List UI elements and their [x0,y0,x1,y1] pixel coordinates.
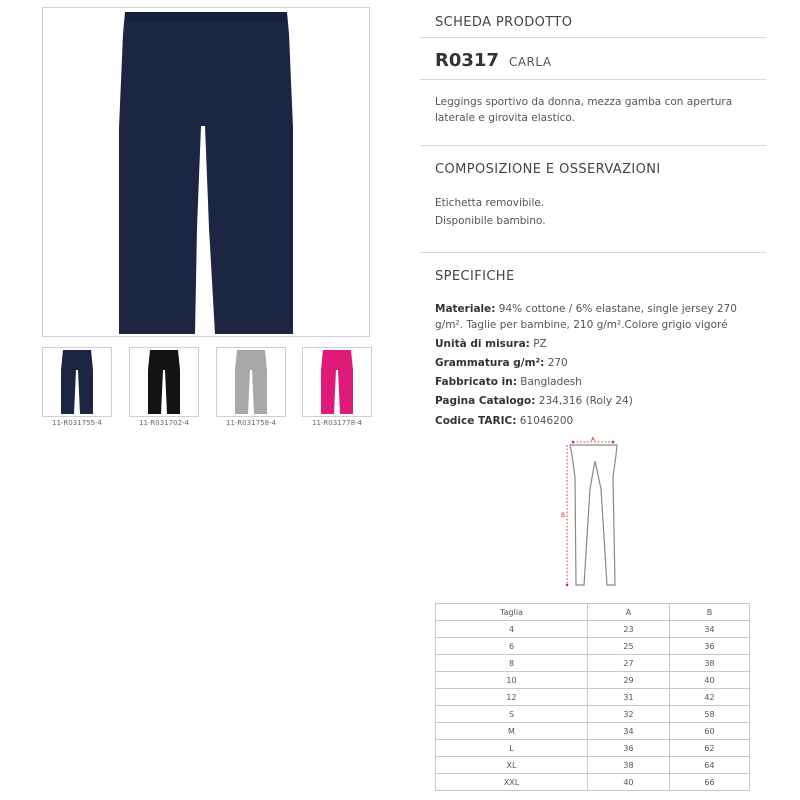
spec-label: Pagina Catalogo: [435,395,536,407]
diagram-label-b: B [560,512,566,519]
main-product-image[interactable] [42,7,370,337]
measure-a-cell: 34 [588,723,670,740]
leggings-main-illustration [43,8,369,336]
size-cell: S [436,706,588,723]
spec-taric [435,412,573,431]
size-cell: 10 [436,672,588,689]
measure-b-cell: 42 [670,689,750,706]
table-row [436,621,750,638]
spec-label: Unità di misura: [435,338,530,350]
spec-unita [435,335,547,354]
composition-title: COMPOSIZIONE E OSSERVAZIONI [435,162,661,177]
column-header: B [670,604,750,621]
measure-b-cell: 62 [670,740,750,757]
table-row [436,689,750,706]
size-cell: M [436,723,588,740]
measure-a-cell: 29 [588,672,670,689]
divider [420,37,766,38]
measure-b-cell: 64 [670,757,750,774]
spec-label: Materiale: [435,303,496,315]
thumbnail-code: 11-R031778-4 [312,419,362,427]
sheet-title: SCHEDA PRODOTTO [435,15,573,30]
divider [420,79,766,80]
size-cell: XL [436,757,588,774]
specs-title: SPECIFICHE [435,269,515,284]
composition-line: Disponibile bambino. [435,215,546,227]
column-header: Taglia [436,604,588,621]
divider [420,145,766,146]
divider [420,252,766,253]
thumbnail-code: 11-R031758-4 [226,419,276,427]
measure-b-cell: 34 [670,621,750,638]
measure-a-cell: 23 [588,621,670,638]
measure-a-cell: 27 [588,655,670,672]
table-row [436,740,750,757]
measure-a-cell: 31 [588,689,670,706]
spec-label: Grammatura g/m²: [435,357,545,369]
diagram-label-a: A [590,437,596,443]
measure-b-cell: 40 [670,672,750,689]
product-description: Leggings sportivo da donna, mezza gamba con apertura laterale e girovita elastico. [435,96,733,124]
spec-materiale [435,301,753,333]
table-row [436,672,750,689]
measure-a-cell: 36 [588,740,670,757]
spec-label: Codice TARIC: [435,415,517,427]
measure-b-cell: 58 [670,706,750,723]
spec-label: Fabbricato in: [435,376,517,388]
measure-b-cell: 36 [670,638,750,655]
spec-value: 234,316 (Roly 24) [535,395,633,407]
table-row [436,706,750,723]
thumbnail-strip [42,347,372,427]
spec-pagina [435,392,633,411]
size-cell: XXL [436,774,588,791]
product-heading [435,50,552,71]
size-cell: L [436,740,588,757]
column-header: A [588,604,670,621]
spec-value: 94% cottone / 6% elastane, single jersey 270 g/m². Taglie per bambine, 210 g/m².Colore grigio vigoré [435,303,737,331]
size-cell: 8 [436,655,588,672]
measure-b-cell: 66 [670,774,750,791]
spec-value: 270 [544,357,568,369]
measure-a-cell: 25 [588,638,670,655]
measure-a-cell: 38 [588,757,670,774]
table-row [436,757,750,774]
product-name: CARLA [508,55,552,69]
measure-a-cell: 40 [588,774,670,791]
size-cell: 6 [436,638,588,655]
spec-grammatura [435,354,568,373]
size-cell: 4 [436,621,588,638]
size-table-header [436,604,750,621]
table-row [436,655,750,672]
table-row [436,774,750,791]
thumbnail-pink[interactable] [302,347,372,417]
table-row [436,723,750,740]
measure-a-cell: 32 [588,706,670,723]
spec-fabbricato [435,373,582,392]
spec-value: PZ [529,338,547,350]
spec-value: Bangladesh [516,376,582,388]
measure-b-cell: 60 [670,723,750,740]
table-row [436,638,750,655]
measurement-diagram [555,437,635,593]
thumbnail-grey[interactable] [216,347,286,417]
leggings-outline-icon [555,437,635,593]
product-code: R0317 [435,50,499,71]
thumbnail-navy[interactable] [42,347,112,417]
thumbnail-black[interactable] [129,347,199,417]
size-table [435,603,750,791]
thumbnail-code: 11-R031755-4 [52,419,102,427]
spec-value: 61046200 [516,415,574,427]
thumbnail-code: 11-R031702-4 [139,419,189,427]
measure-b-cell: 38 [670,655,750,672]
composition-line: Etichetta removibile. [435,197,545,209]
size-cell: 12 [436,689,588,706]
